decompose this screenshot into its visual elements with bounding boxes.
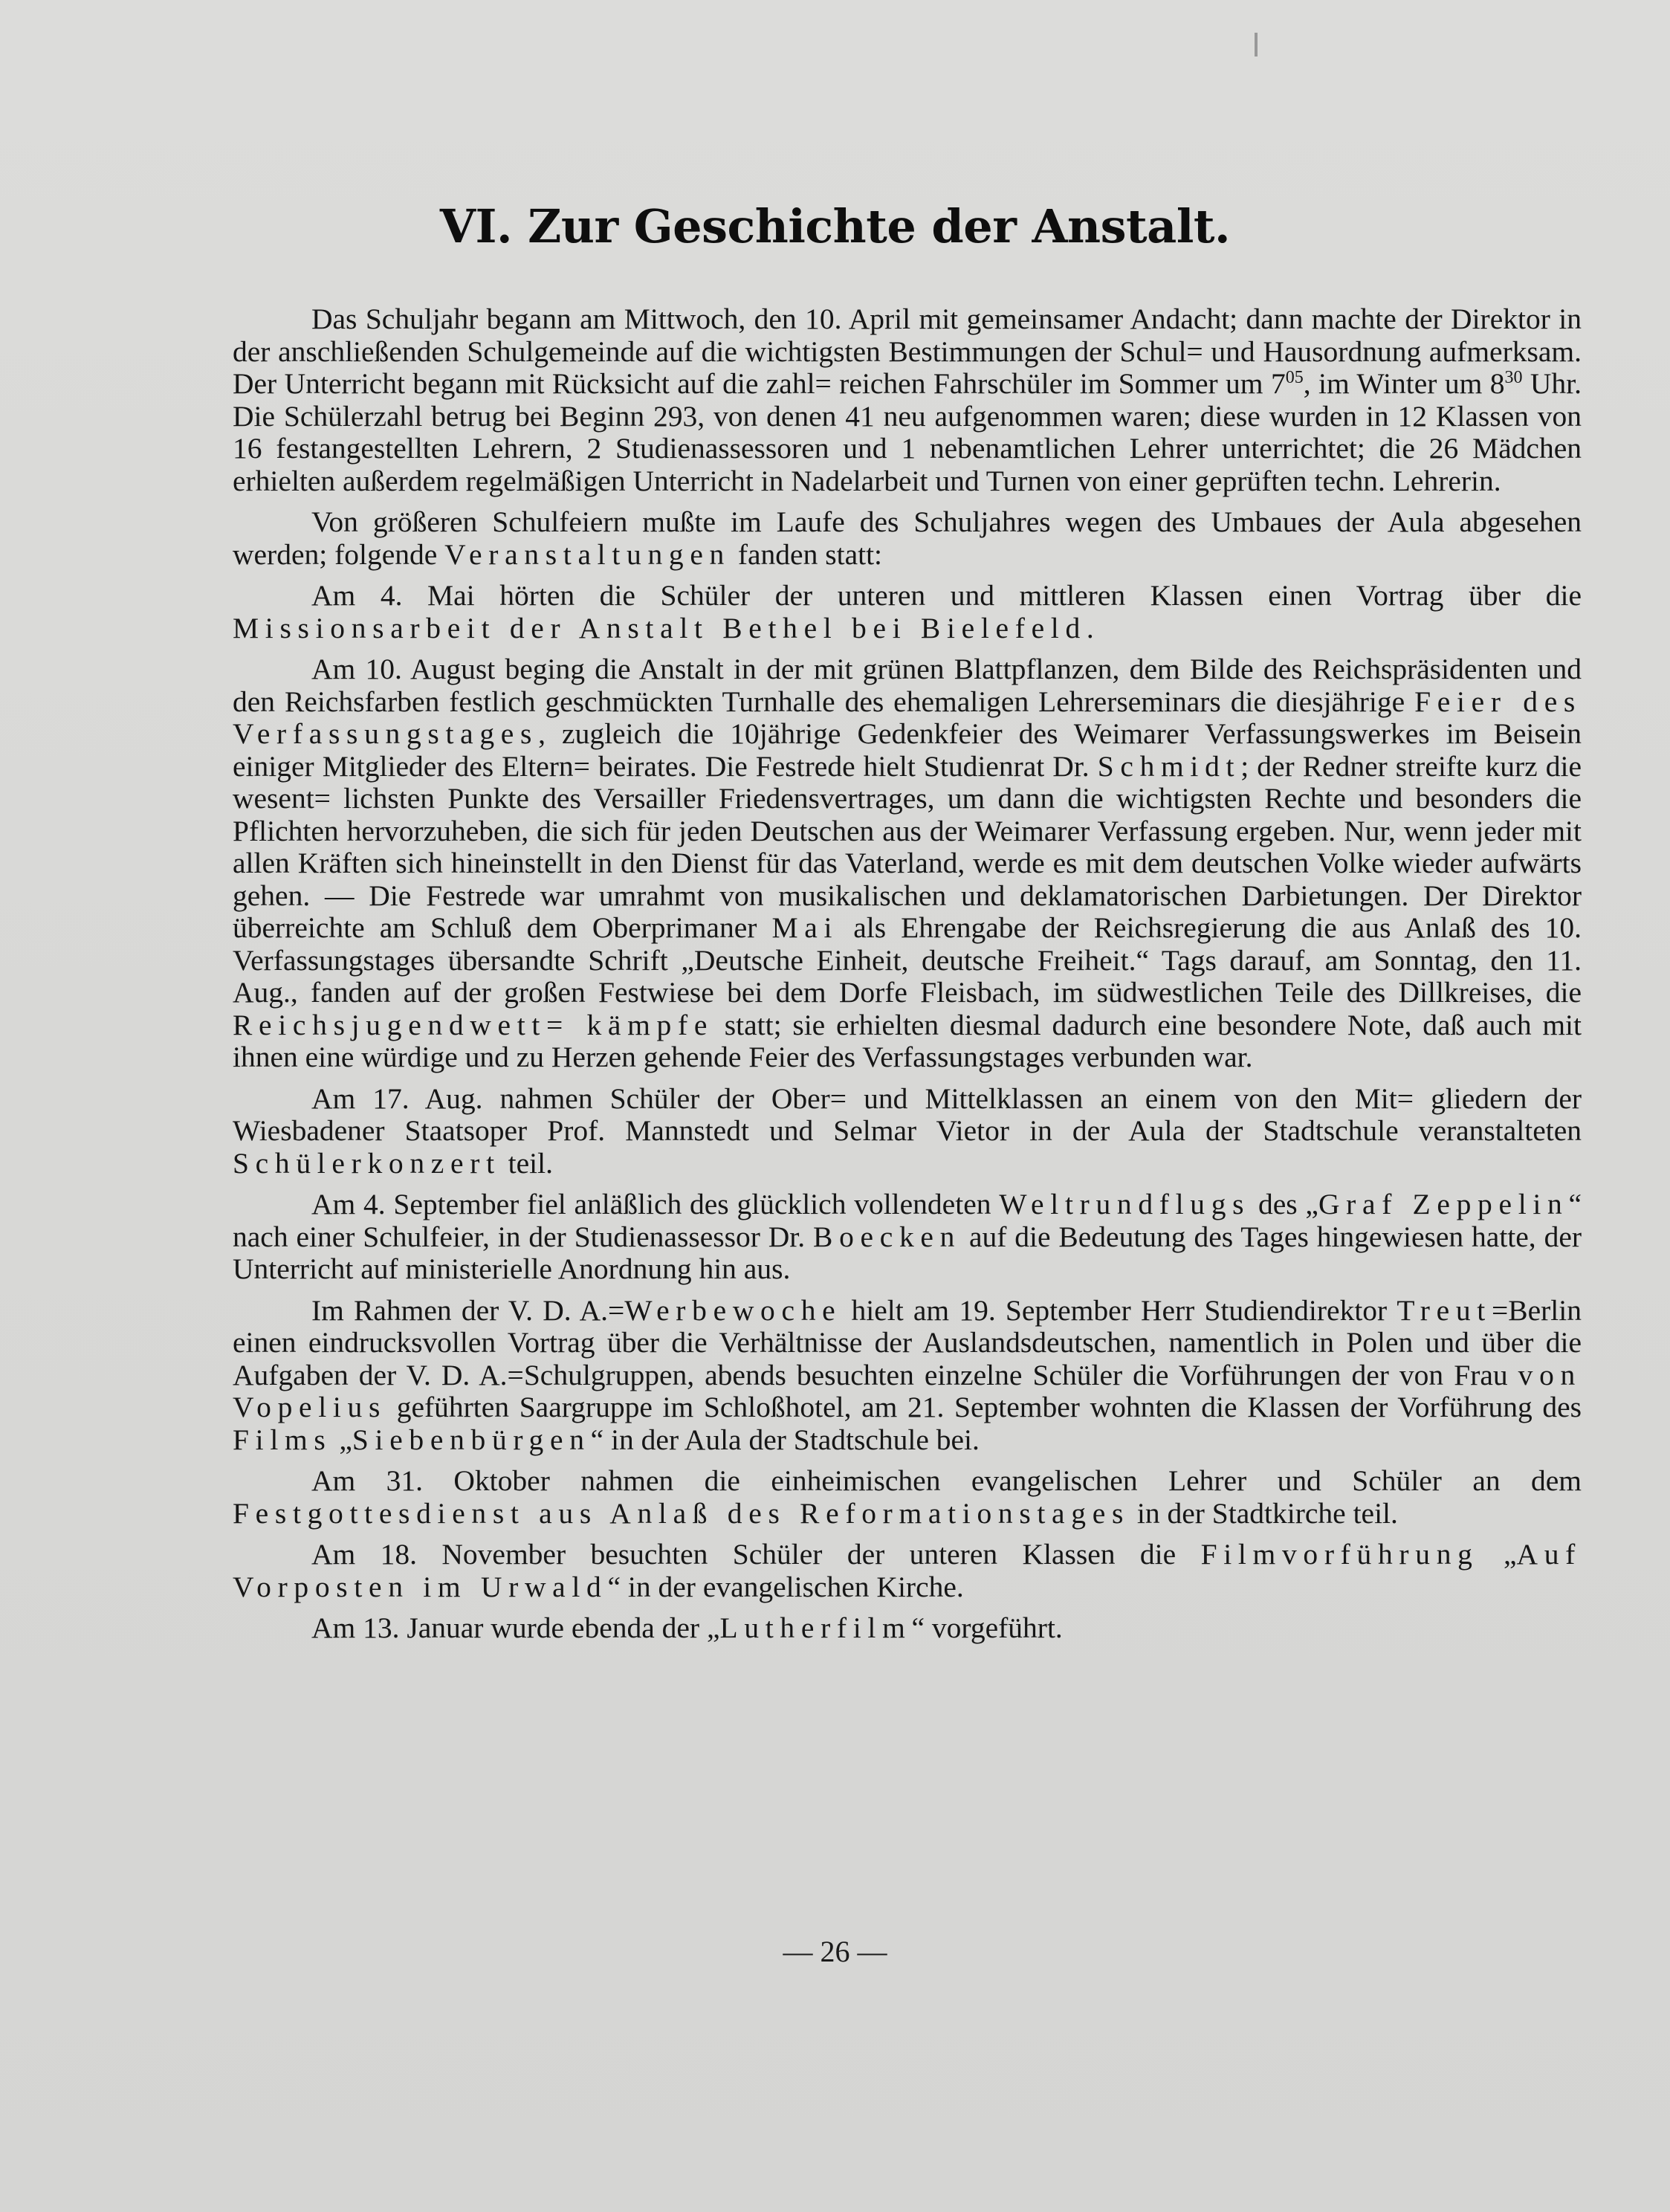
spaced-emphasis-text: Boecken — [813, 1220, 962, 1253]
spaced-emphasis-text: Lutherfilm — [719, 1611, 912, 1644]
spaced-emphasis-text: Missionsarbeit der Anstalt Bethel bei Bielefeld — [233, 611, 1087, 644]
spaced-emphasis-text: Feier des Verfassungstages — [233, 685, 1582, 750]
paragraph-text: hielt am 19. September Herr Studiendirektor — [841, 1293, 1397, 1327]
spaced-emphasis-text: Auf Vorposten im Urwald — [233, 1538, 1582, 1603]
superscript-text: 05 — [1285, 367, 1304, 387]
paragraph — [233, 1612, 1582, 1645]
paragraph-text: teil. — [500, 1146, 553, 1180]
paragraph — [233, 1295, 1582, 1457]
paragraph — [233, 506, 1582, 571]
paragraph-text: , im Winter um 8 — [1303, 367, 1505, 400]
spaced-emphasis-text: von Vopelius — [233, 1358, 1582, 1423]
spaced-emphasis-text: Werbewoche — [624, 1293, 842, 1327]
paragraph-text: Am 17. Aug. nahmen Schüler der Ober= und Mittelklassen an einem von den Mit= gliedern der Wiesbadener Staatsoper Prof. Mannstedt und Selmar Vietor in der Aula der Stadtschule veranstalteten — [233, 1081, 1582, 1147]
paragraph-text: Von größeren Schulfeiern mußte im Laufe des Schuljahres wegen des Umbaues der Aula abgesehen werden; folgende — [233, 505, 1582, 571]
paragraph-text: “ nach einer Schulfeier, in der Studienassessor Dr. — [233, 1188, 1582, 1253]
paragraph-text: Am 31. Oktober nahmen die einheimischen evangelischen Lehrer und Schüler an dem — [311, 1464, 1582, 1497]
spaced-emphasis-text: Siebenbürgen — [352, 1423, 591, 1456]
paragraph — [233, 1189, 1582, 1286]
paragraph-text: . — [1086, 611, 1094, 644]
spaced-emphasis-text: Reichsjugendwett= kämpfe — [233, 1008, 714, 1041]
spaced-emphasis-text: Schülerkonzert — [233, 1146, 501, 1180]
paragraph-text: “ in der evangelischen Kirche. — [607, 1570, 964, 1603]
paragraph-text: “ in der Aula der Stadtschule bei. — [590, 1423, 980, 1456]
paragraph — [233, 580, 1582, 644]
paragraph-text: des „ — [1250, 1188, 1318, 1220]
paragraph-text: auf die Bedeutung des Tages hingewiesen hatte, der Unterricht auf ministerielle Anordnung hin aus. — [233, 1220, 1582, 1285]
paragraph-text: Am 4. Mai hörten die Schüler der unteren und mittleren Klassen einen Vortrag über die — [311, 579, 1582, 612]
paragraph-text: „ — [1478, 1538, 1517, 1571]
paragraph-text: Im Rahmen der V. D. A.= — [311, 1293, 625, 1327]
paragraph-text: als Ehrengabe der Reichsregierung die aus Anlaß des 10. Verfassungstages übersandte Schrift „Deutsche Einheit, deutsche Freiheit.“ Tags darauf, am Sonntag, den 11. Aug., fanden auf der großen Festwiese bei dem Dorfe Fleisbach, im südwestlichen Teile des Dillkreises, die — [233, 911, 1582, 1009]
paragraph-text: Am 4. September fiel anläßlich des glücklich vollendeten — [311, 1188, 1000, 1220]
paragraph-text: statt; sie erhielten diesmal dadurch eine besondere Note, daß auch mit ihnen eine würdige und zu Herzen gehende Feier des Verfassungstages verbunden war. — [233, 1008, 1582, 1073]
document-body — [233, 303, 1582, 1654]
paragraph-text: Am 10. August beging die Anstalt in der mit grünen Blattpflanzen, dem Bilde des Reichspräsidenten und den Reichsfarben festlich geschmückten Turnhalle des ehemaligen Lehrerseminars die diesjährige — [233, 653, 1582, 718]
paragraph-text: =Berlin einen eindrucksvollen Vortrag über die Verhältnisse der Auslandsdeutschen, namentlich in Polen und über die Aufgaben der V. D. A.=Schulgruppen, abends besuchten einzelne Schüler die Vorführungen der von Frau — [233, 1293, 1582, 1391]
paragraph-text: Am 18. November besuchten Schüler der unteren Klassen die — [311, 1538, 1201, 1571]
paragraph-text: Am 13. Januar wurde ebenda der „ — [311, 1611, 720, 1644]
paragraph — [233, 1083, 1582, 1180]
paragraph-text: in der Stadtkirche teil. — [1130, 1496, 1398, 1530]
superscript-text: 30 — [1504, 367, 1523, 387]
paragraph-text: geführten Saargruppe im Schloßhotel, am 21. September wohnten die Klassen der Vorführung des — [386, 1391, 1582, 1423]
paragraph-text: , zugleich die 10jährige Gedenkfeier des Weimarer Verfassungswerkes im Beisein einiger Mitglieder des Eltern= beirates. Die Festrede hielt Studienrat Dr. — [233, 717, 1582, 783]
paragraph-text: ; der Redner streifte kurz die wesent= lichsten Punkte des Versailler Friedensvertrages, um dann die wichtigsten Rechte und besonders die Pflichten hervorzuheben, die sich für jeden Deutschen aus der Weimarer Verfassung ergeben. Nur, wenn jeder mit allen Kräften sich hineinstellt in den Dienst für das Vaterland, werde es mit dem deutschen Volke wieder aufwärts gehen. — Die Festrede war umrahmt von musikalischen und deklamatorischen Darbietungen. Der Direktor überreichte am Schluß dem Oberprimaner — [233, 749, 1582, 944]
page-title: VI. Zur Geschichte der Anstalt. — [439, 199, 1231, 253]
spaced-emphasis-text: Treut — [1396, 1293, 1492, 1327]
paragraph-text: Uhr. Die Schülerzahl betrug bei Beginn 293, von denen 41 neu aufgenommen waren; diese wurden in 12 Klassen von 16 festangestellten Lehrern, 2 Studienassessoren und 1 nebenamtlichen Lehrer unterrichtet; die 26 Mädchen erhielten außerdem regelmäßigen Unterricht in Nadelarbeit und Turnen von einer geprüften techn. Lehrerin. — [233, 367, 1582, 497]
spaced-emphasis-text: Veranstaltungen — [444, 537, 731, 571]
paragraph-text: “ vorgeführt. — [911, 1611, 1063, 1644]
binding-mark — [1255, 33, 1258, 56]
paragraph-text: „ — [331, 1423, 352, 1456]
spaced-emphasis-text: Filmvorführung — [1200, 1538, 1479, 1571]
page-number: — 26 — — [783, 1935, 887, 1968]
paragraph — [233, 1539, 1582, 1603]
spaced-emphasis-text: Schmidt — [1097, 749, 1241, 783]
spaced-emphasis-text: Films — [233, 1423, 332, 1456]
spaced-emphasis-text: Mai — [771, 911, 839, 944]
paragraph-text: Das Schuljahr begann am Mittwoch, den 10. April mit gemeinsamer Andacht; dann machte der Direktor in der anschließenden Schulgemeinde auf die wichtigsten Bestimmungen der Schul= und Hausordnung aufmerksam. Der Unterricht begann mit Rücksicht auf die zahl= reichen Fahrschüler im Sommer um 7 — [233, 303, 1582, 400]
paragraph — [233, 303, 1582, 497]
paragraph-text: fanden statt: — [731, 537, 883, 571]
paragraph — [233, 653, 1582, 1074]
paragraph — [233, 1465, 1582, 1530]
spaced-emphasis-text: Festgottesdienst aus Anlaß des Reformationstages — [233, 1496, 1130, 1530]
spaced-emphasis-text: Graf Zeppelin — [1318, 1188, 1569, 1220]
spaced-emphasis-text: Weltrundflugs — [999, 1188, 1251, 1220]
